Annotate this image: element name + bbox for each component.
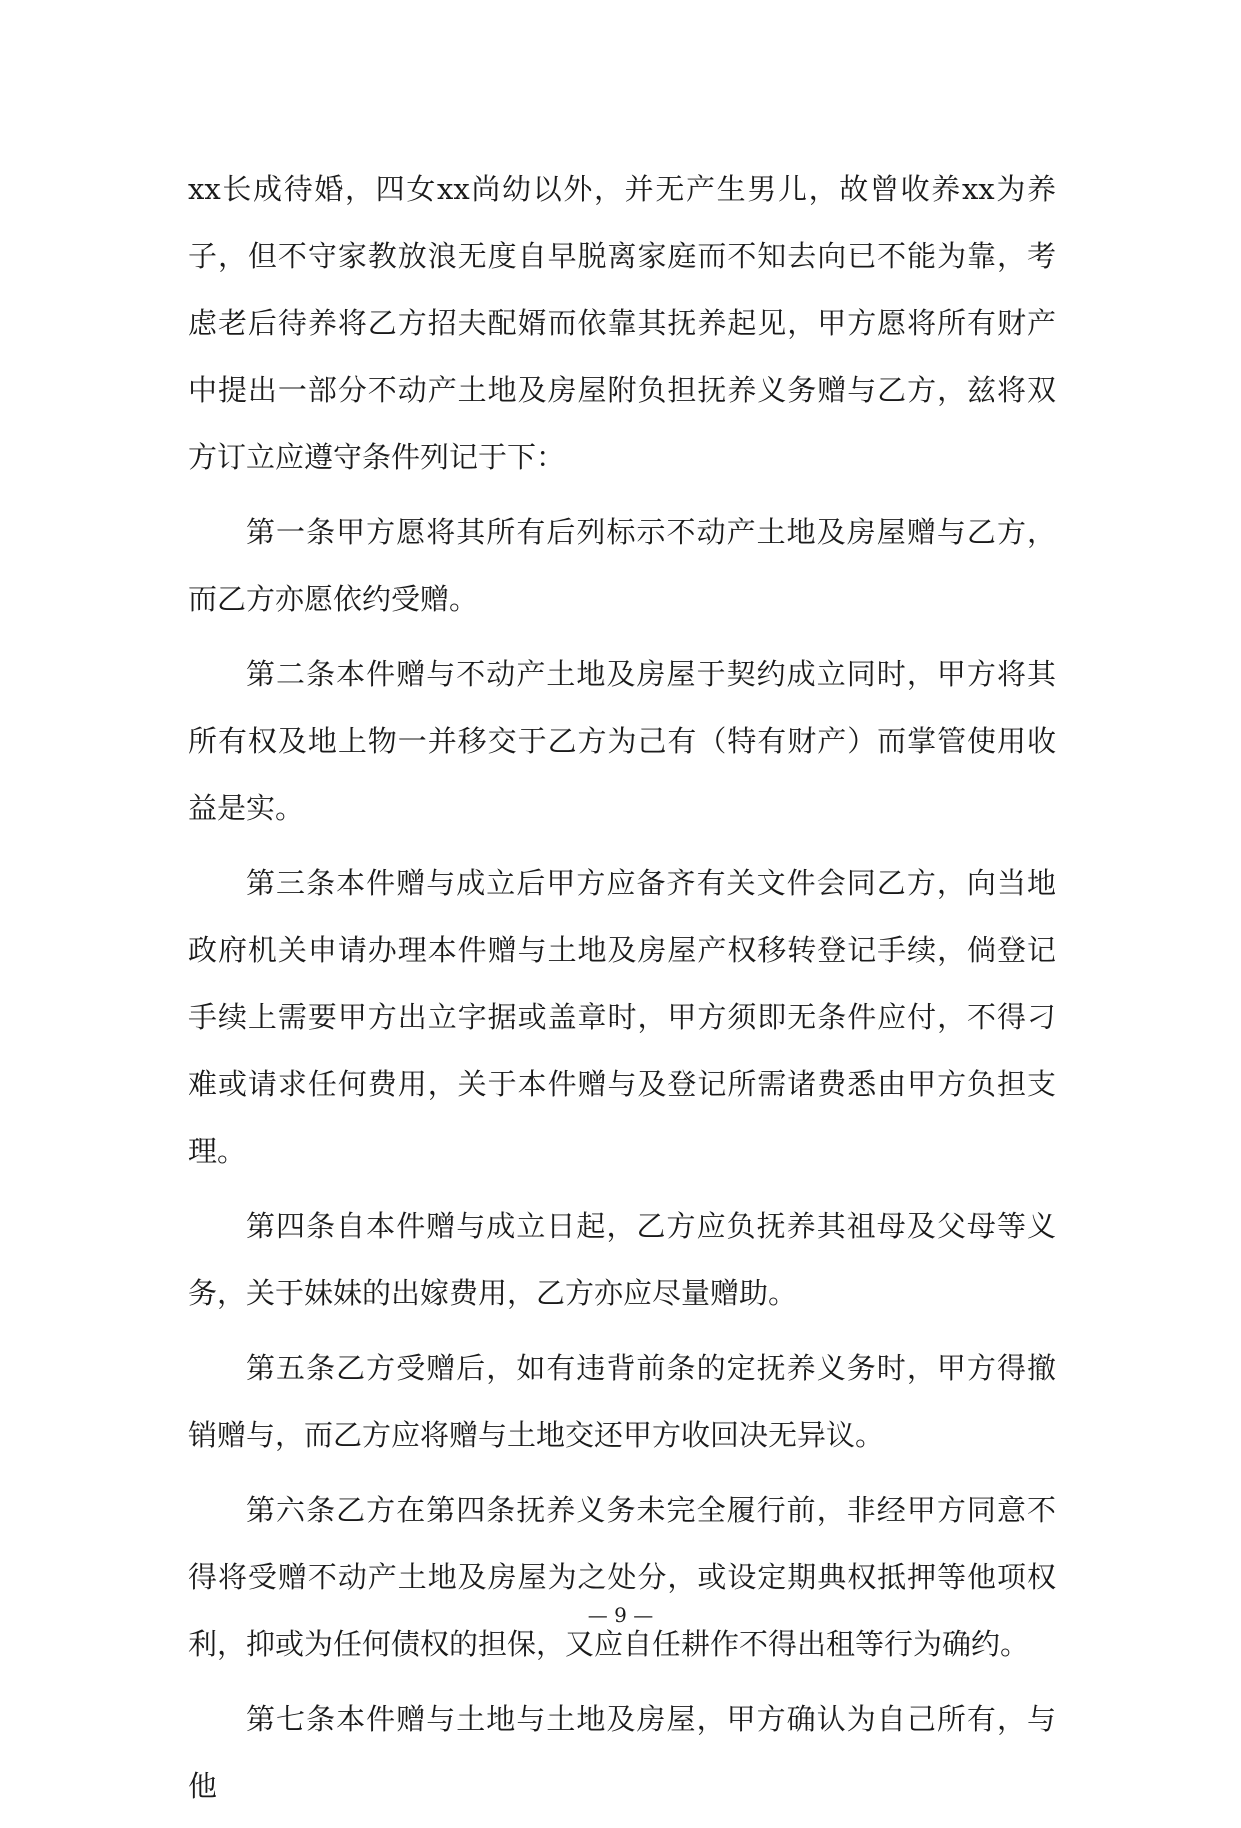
paragraph-article-3: 第三条本件赠与成立后甲方应备齐有关文件会同乙方，向当地政府机关申请办理本件赠与土地及房屋产权移转登记手续，倘登记手续上需要甲方出立字据或盖章时，甲方须即无条件应付，不得刁难或请求任何费用，关于本件赠与及登记所需诸费悉由甲方负担支理。 xyxy=(188,866,1056,1168)
paragraph-continued: xx长成待婚，四女xx尚幼以外，并无产生男儿，故曾收养xx为养子，但不守家教放浪无度自早脱离家庭而不知去向已不能为靠，考虑老后待养将乙方招夫配婿而依靠其抚养起见，甲方愿将所有财产中提出一部分不动产土地及房屋附负担抚养义务赠与乙方，兹将双方订立应遵守条件列记于下： xyxy=(188,172,1056,474)
paragraph-article-7: 第七条本件赠与土地与土地及房屋，甲方确认为自己所有，与他 xyxy=(188,1702,1056,1803)
paragraph-article-5: 第五条乙方受赠后，如有违背前条的定抚养义务时，甲方得撤销赠与，而乙方应将赠与土地交还甲方收回决无异议。 xyxy=(188,1351,1056,1452)
paragraph-article-4: 第四条自本件赠与成立日起，乙方应负抚养其祖母及父母等义务，关于妹妹的出嫁费用，乙方亦应尽量赠助。 xyxy=(188,1209,1056,1310)
paragraph-article-1: 第一条甲方愿将其所有后列标示不动产土地及房屋赠与乙方，而乙方亦愿依约受赠。 xyxy=(188,515,1056,616)
page-number: — 9 — xyxy=(587,1603,654,1627)
document-body xyxy=(188,156,1056,1828)
paragraph-article-6: 第六条乙方在第四条抚养义务未完全履行前，非经甲方同意不得将受赠不动产土地及房屋为之处分，或设定期典权抵押等他项权利，抑或为任何债权的担保，又应自任耕作不得出租等行为确约。 xyxy=(188,1493,1056,1661)
paragraph-article-2: 第二条本件赠与不动产土地及房屋于契约成立同时，甲方将其所有权及地上物一并移交于乙方为己有（特有财产）而掌管使用收益是实。 xyxy=(188,657,1056,825)
